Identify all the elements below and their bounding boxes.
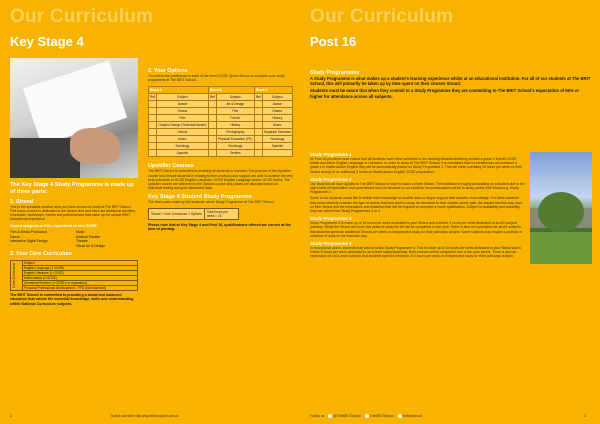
social-handle[interactable]: TheBRITSchool <box>369 413 394 418</box>
option-ref-cell <box>254 150 262 157</box>
students-writing-photo <box>10 58 138 178</box>
option-subject-cell: Music <box>157 136 209 143</box>
option-subject-cell: Spanish <box>157 150 209 157</box>
strand-text: This is the specialist creative area you have chosen to study at The BRIT School. Five hours a week is dedicated to the Strand time and there are additional activities, rehearsals, workshops, events and performances that make up the unique BRIT educational experience. <box>10 204 136 222</box>
option-ref-cell <box>208 115 216 122</box>
facebook-icon <box>365 414 369 418</box>
options-row <box>149 129 293 136</box>
option-subject-cell: Physical Education (PE) <box>218 137 253 142</box>
left-page-number: 2 <box>10 414 12 418</box>
core-side-label: Core Curriculum <box>12 263 16 288</box>
option-subject-cell: Sociology <box>262 136 292 143</box>
option-ref-cell <box>149 129 157 136</box>
option-subject-cell: Drama <box>157 108 209 115</box>
options-column <box>148 68 293 231</box>
sp3-text: Study Programme 3 is made up of 15 hours per week dedicated to your Strand and a further 3 hours per week dedicated to an AS subject/ pathway. Whilst the Strand will cover two years of study the AS will be completed in one year. There is also an expectation for all AS subjects that students spend an additional 3 hours per week on independent study for their pathways subject. Some subjects may require a portfolio or evidence of work on the induction day. <box>310 221 523 238</box>
options-row <box>149 136 293 143</box>
option-subject-cell: Dance <box>157 101 209 108</box>
option-subject-cell: Spanish <box>262 143 292 150</box>
instagram-icon <box>398 414 402 418</box>
attendance-text: Students must be aware that when they commit to a Study Programme they are committing to The BRIT School's expectation of 96% or higher for attendance across all subjects. <box>310 88 580 99</box>
option-subject-cell: Photography <box>216 129 254 136</box>
options-row <box>149 108 293 115</box>
option-ref-cell <box>254 136 262 143</box>
option-subject-cell: French <box>216 115 254 122</box>
option-subject-cell: Film <box>157 115 209 122</box>
follow-us-label: Follow us <box>310 413 325 418</box>
ks4-programme-heading: Key Stage 4 Student Study Programme <box>148 194 252 201</box>
ref-label: Ref <box>255 95 261 100</box>
sp2-text-2: Some of our students would like to further their knowledge of another area or simply support their breadth of knowledge. For these students they must carefully consider the type of course that they wish to study, its relevance to their chosen career path, the impact that this may have on their Strand and the expectation and institution that will be required to complete a fourth qualification. Subject to availability and suitability, they can select from Study Programmes 3 or 4. <box>310 196 523 214</box>
option-subject-cell: Music <box>262 122 292 129</box>
option-ref-cell <box>254 101 262 108</box>
right-page-number: 3 <box>584 414 586 418</box>
left-footer-link[interactable]: To find out more visit www.brit.croydon.sch.uk <box>110 414 179 418</box>
printing-note: Please note that at Key Stage 4 and Post 16, qualifications offered are correct at the time of printing. <box>148 222 291 232</box>
study-programmes-text: A Study Programme is what makes up a student's learning experience whilst at an educational institution. For all of our students at The BRIT School, this will primarily be taken up by time spent on their chosen Strand. <box>310 76 591 87</box>
left-page-title: Our Curriculum <box>10 6 154 27</box>
core-row: English Literature (1 GCSE) <box>23 271 138 276</box>
option-ref-cell <box>149 101 157 108</box>
core-curriculum-heading: 2. Your Core Curriculum <box>10 251 72 258</box>
options-row <box>149 122 293 129</box>
core-row: Mathematics (1 GCSE) <box>23 276 138 281</box>
option-ref-cell <box>149 143 157 150</box>
study-programmes-details <box>310 152 525 259</box>
options-table-body <box>149 101 293 157</box>
strand-subject: Film & Media Production <box>10 230 47 235</box>
study-programmes-intro <box>310 70 592 99</box>
option-subject-cell: Separate Sciences <box>263 130 291 135</box>
option-subject-cell: Sociology <box>216 143 254 150</box>
sp1-text: All Post 16 provision must ensure that all students have either achieved or are working towards achieving at least a grade 4 in both GCSE Maths and either English Language or Literature. In order to study at The BRIT School, it is mandatory that if a student has not achieved a grade 4 in maths and/or English they will be automatically placed on Study Programme 1. This will mean spending 15 hours per week on their Strand and up to an additional 3 hours on Maths and/or English GCSE preparation. <box>310 157 523 174</box>
school-building-photo <box>530 152 592 264</box>
social-handle[interactable]: @TheBRITSchool <box>333 413 361 418</box>
option-ref-cell <box>208 101 216 108</box>
option-ref-cell <box>254 129 262 136</box>
option-subject-cell: History <box>216 122 254 129</box>
option-ref-cell <box>208 122 216 129</box>
options-row <box>149 143 293 150</box>
option-subject-cell: History <box>262 115 292 122</box>
strand-subjects-list <box>10 230 138 248</box>
option-ref-cell <box>254 108 262 115</box>
option-subject-cell: Textiles <box>216 150 254 157</box>
option-subject-cell <box>262 150 292 157</box>
option-ref-cell <box>149 122 157 129</box>
strand-subject <box>10 244 72 248</box>
option-subject-cell: Art & Design <box>216 101 254 108</box>
strand-subject: Music <box>76 230 85 235</box>
block-header: Block B <box>208 87 254 94</box>
sp1-heading: Study Programme 1 <box>310 152 352 157</box>
subject-label: Subject <box>262 94 292 101</box>
core-row: English Language (1 GCSE) <box>23 266 138 271</box>
option-ref-cell <box>149 150 157 157</box>
option-ref-cell <box>254 122 262 129</box>
ref-label: Ref <box>150 95 155 100</box>
sp2-text: Our students will have applied to The BRIT School in order to focus on their Strand. The institution is hugely demanding on a student due to the high levels of expectation and commitment and it is because of our students' recommendation will be to study purely their Strand e.g. Study Programme 2. <box>310 181 525 195</box>
sp4-text: In exceptional cases, students may wish to follow Study Programme 4. This is made up of 15 hours per week dedicated to your Strand and a further 5 hours per week dedicated to an A-level subject/pathway. Both courses will be completed over a two-year period. There is also an expectation for all A-level subjects that students spend a minimum of 5 hours per week on independent study for their pathways subject. <box>310 246 521 259</box>
photo-tree <box>538 192 584 232</box>
core-row: Personal Professional Development - PPD (not examined) <box>23 286 138 291</box>
option-ref-cell <box>149 136 157 143</box>
options-heading: 2. Your Options <box>148 68 188 74</box>
left-page-subtitle: Key Stage 4 <box>10 34 84 49</box>
ks4-programme-text: The three parts make up the students' whole Study Programme at The BRIT School. <box>148 200 275 205</box>
options-row <box>149 101 293 108</box>
core-row: Combined Science (2 GCSE's or equivalent) <box>23 281 138 286</box>
option-ref-cell <box>254 115 262 122</box>
option-ref-cell <box>208 136 216 143</box>
options-intro: You select one preference in each of the three GCSE Option Blocks to complete your study programme at The BRIT School. <box>148 74 285 83</box>
block-header: Block A <box>149 87 209 94</box>
strand-subject: Theatre <box>76 239 88 244</box>
option-ref-cell <box>208 129 216 136</box>
twitter-icon <box>328 414 332 418</box>
option-ref-cell <box>149 115 157 122</box>
upskiller-text: The BRIT School is committed to enabling all students to succeed. The purpose of the Upskiller course is to ensure students in reading further provision and support are able to achieve the very best outcomes in GCSE English Literature, GCSE English Language and/or GCSE Maths. The Upskiller course are delivered in the Options course and places are allocated based on individual testing and prior attainment data. <box>148 169 293 191</box>
photo-grass <box>530 232 592 264</box>
option-ref-cell <box>254 143 262 150</box>
subject-label: Subject <box>216 94 254 101</box>
strand-subjects-heading: Strand subjects at KS4, equivalent to one GCSE: <box>10 224 98 229</box>
option-subject-cell: Sociology <box>157 143 209 150</box>
options-row <box>149 150 293 157</box>
formula-hours: Total hours per week = 25 <box>204 208 238 219</box>
sp2-heading: Study Programme 2 <box>310 176 352 182</box>
formula-text: Strand + Core Curriculum + Options <box>149 208 205 219</box>
block-header: Block C <box>254 87 292 94</box>
right-page-title: Our Curriculum <box>310 6 454 27</box>
option-subject-cell: Graphic Design (Technical Award) <box>158 123 207 128</box>
commitment-text: The BRIT School is committed to providing a broad and balanced education that values the essential knowledge, skills and understanding within National Curriculum subjects. <box>10 293 134 306</box>
options-table <box>148 86 293 157</box>
right-footer-social <box>310 414 422 418</box>
core-curriculum-table <box>10 260 138 291</box>
option-ref-cell <box>208 150 216 157</box>
right-page <box>300 0 600 424</box>
sp4-heading: Study Programme 4 <box>310 241 352 247</box>
option-subject-cell: Film <box>216 108 254 115</box>
photo-hand <box>70 128 120 164</box>
core-row: Subject <box>23 261 138 266</box>
option-subject-cell: Drama <box>262 108 292 115</box>
subject-label: Subject <box>157 94 209 101</box>
options-row <box>149 115 293 122</box>
option-ref-cell <box>149 108 157 115</box>
option-subject-cell: Dance <box>262 101 292 108</box>
strand-subject: Visual Art & Design <box>76 243 105 248</box>
ks4-intro-heading: The Key Stage 4 Study Programme is made up of three parts: <box>10 182 134 195</box>
strand-subject: Musical Theatre <box>76 234 101 239</box>
strand-subject: Dance <box>10 234 20 239</box>
strand-heading: 1. Strand <box>10 198 34 205</box>
option-ref-cell <box>208 143 216 150</box>
right-page-subtitle: Post 16 <box>310 34 357 49</box>
upskiller-heading: Upskiller Courses <box>148 163 194 170</box>
left-column <box>10 182 138 306</box>
study-programmes-heading: Study Programmes <box>310 70 360 76</box>
study-formula-table <box>148 208 239 220</box>
option-ref-cell <box>208 108 216 115</box>
ref-label: Ref <box>209 95 215 100</box>
strand-subject: Interactive Digital Design <box>10 239 48 244</box>
social-handle[interactable]: thebritschool <box>402 413 422 418</box>
sp3-heading: Study Programme 3 <box>310 216 352 222</box>
option-subject-cell: History <box>157 129 209 136</box>
